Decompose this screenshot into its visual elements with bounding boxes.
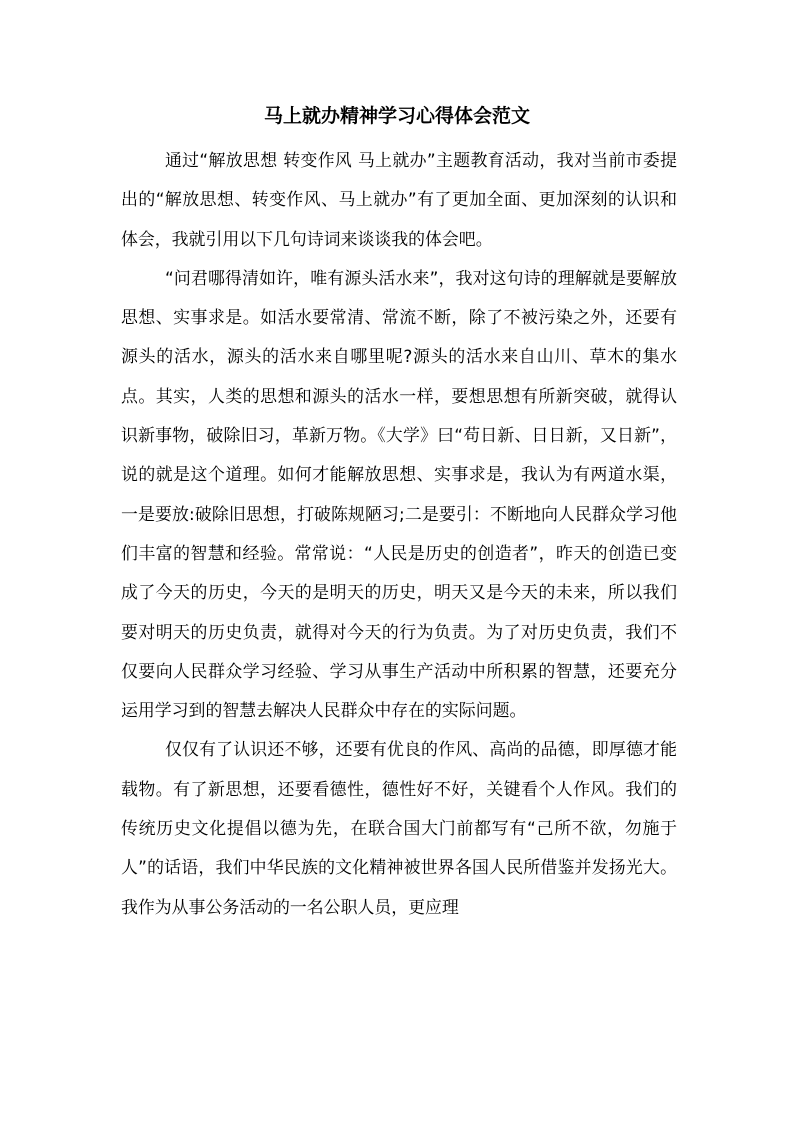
document-body xyxy=(121,141,677,927)
paragraph-1: 通过“解放思想 转变作风 马上就办”主题教育活动，我对当前市委提出的“解放思想、转变作风、马上就办”有了更加全面、更加深刻的认识和体会，我就引用以下几句诗词来谈谈我的体会吧。 xyxy=(121,150,677,249)
paragraph-3: 仅仅有了认识还不够，还要有优良的作风、高尚的品德，即厚德才能载物。有了新思想，还要看德性，德性好不好，关键看个人作风。我们的传统历史文化提倡以德为先，在联合国大门前都写有“己所不欲，勿施于人”的话语，我们中华民族的文化精神被世界各国人民所借鉴并发扬光大。我作为从事公务活动的一名公职人员，更应理 xyxy=(121,739,677,917)
paragraph-2: “问君哪得清如许，唯有源头活水来”，我对这句诗的理解就是要解放思想、实事求是。如活水要常清、常流不断，除了不被污染之外，还要有源头的活水，源头的活水来自哪里呢?源头的活水来自山川、草木的集水点。其实，人类的思想和源头的活水一样，要想思想有所新突破，就得认识新事物，破除旧习，革新万物。《大学》曰“苟日新、日日新，又日新”，说的就是这个道理。如何才能解放思想、实事求是，我认为有两道水渠，一是要放:破除旧思想，打破陈规陋习;二是要引：不断地向人民群众学习他们丰富的智慧和经验。常常说：“人民是历史的创造者”，昨天的创造已变成了今天的历史，今天的是明天的历史，明天又是今天的未来，所以我们要对明天的历史负责，就得对今天的行为负责。为了对历史负责，我们不仅要向人民群众学习经验、学习从事生产活动中所积累的智慧，还要充分运用学习到的智慧去解决人民群众中存在的实际问题。 xyxy=(121,267,677,721)
document-title: 马上就办精神学习心得体会范文 xyxy=(263,105,530,127)
